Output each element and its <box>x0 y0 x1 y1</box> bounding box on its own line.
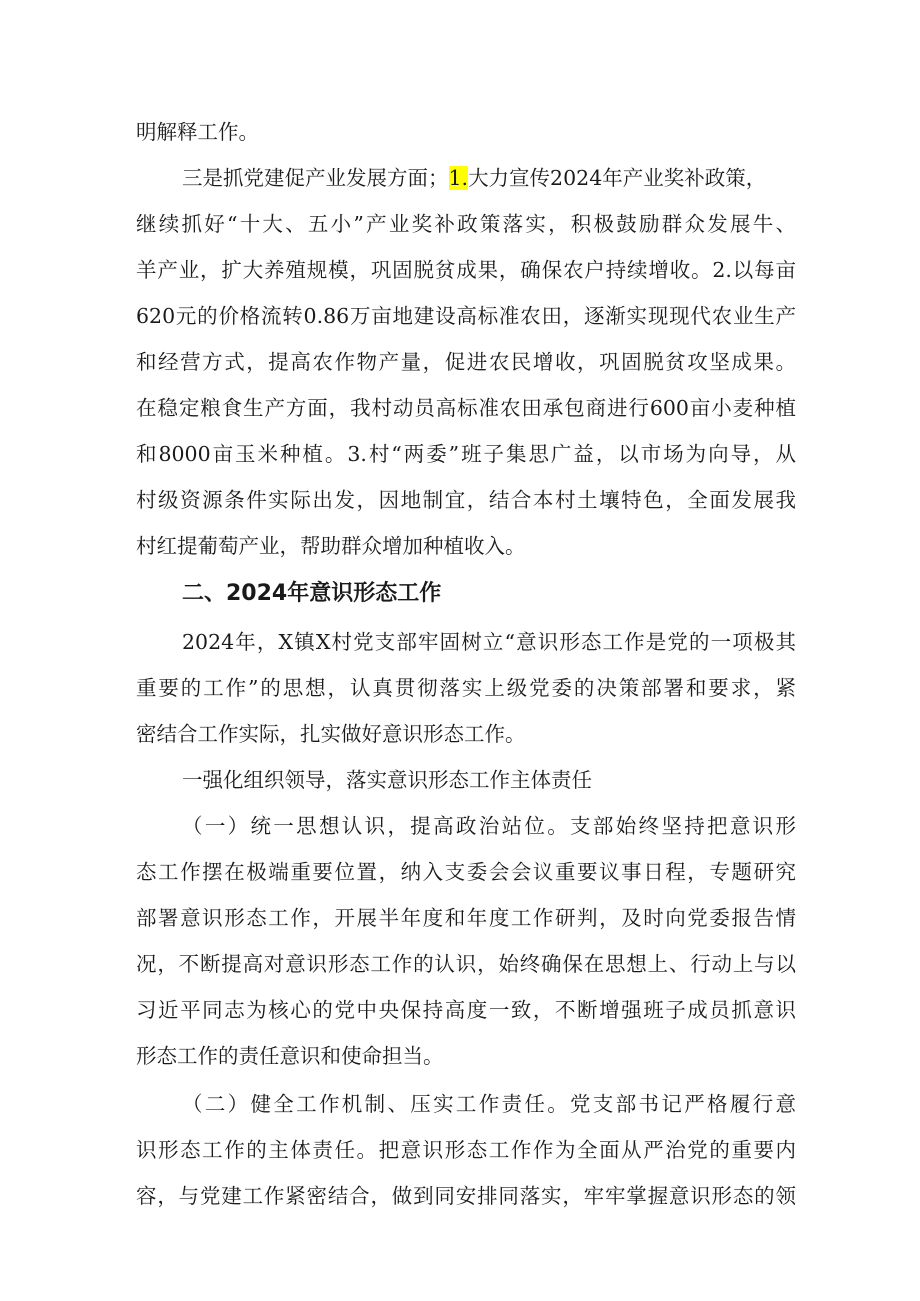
section-heading: 二、2024年意识形态工作 <box>182 581 442 606</box>
text-line: 继续抓好“十大、五小”产业奖补政策落实，积极鼓励群众发展牛、 <box>136 212 796 236</box>
text-line: 羊产业，扩大养殖规模，巩固脱贫成果，确保农户持续增收。2.以每亩 <box>136 258 796 282</box>
highlighted-text: 1. <box>448 166 469 190</box>
text-line: 村级资源条件实际出发，因地制宜，结合本村土壤特色，全面发展我 <box>136 488 796 512</box>
text-line: 容，与党建工作紧密结合，做到同安排同落实，牢牢掌握意识形态的领 <box>136 1184 796 1208</box>
text-line: 密结合工作实际，扎实做好意识形态工作。 <box>136 722 526 746</box>
text-line: （二）健全工作机制、压实工作责任。党支部书记严格履行意 <box>182 1092 796 1116</box>
text-line: 识形态工作的主体责任。把意识形态工作作为全面从严治党的重要内 <box>136 1138 796 1162</box>
sub-heading: 一强化组织领导，落实意识形态工作主体责任 <box>182 768 592 792</box>
text-line: 和经营方式，提高农作物产量，促进农民增收，巩固脱贫攻坚成果。 <box>136 350 796 374</box>
text-line <box>182 162 796 194</box>
text-line: 2024年，X镇X村党支部牢固树立“意识形态工作是党的一项极其 <box>182 630 796 654</box>
text-line: 部署意识形态工作，开展半年度和年度工作研判，及时向党委报告情 <box>136 906 796 930</box>
text-line: 况，不断提高对意识形态工作的认识，始终确保在思想上、行动上与以 <box>136 952 796 976</box>
text-line: 态工作摆在极端重要位置，纳入支委会会议重要议事日程，专题研究 <box>136 860 796 884</box>
text-span: 大力宣传2024年产业奖补政策， <box>468 166 767 190</box>
text-line: 形态工作的责任意识和使命担当。 <box>136 1044 444 1068</box>
text-line: 620元的价格流转0.86万亩地建设高标准农田，逐渐实现现代农业生产 <box>136 304 796 328</box>
text-line: 明解释工作。 <box>136 120 259 144</box>
text-line: 习近平同志为核心的党中央保持高度一致，不断增强班子成员抓意识 <box>136 998 796 1022</box>
text-span: 三是抓党建促产业发展方面； <box>182 166 449 190</box>
text-line: 和8000亩玉米种植。3.村“两委”班子集思广益，以市场为向导，从 <box>136 442 796 466</box>
text-line: （一）统一思想认识，提高政治站位。支部始终坚持把意识形 <box>182 814 796 838</box>
text-line: 村红提葡萄产业，帮助群众增加种植收入。 <box>136 534 526 558</box>
text-line: 重要的工作”的思想，认真贯彻落实上级党委的决策部署和要求，紧 <box>136 676 796 700</box>
text-line: 在稳定粮食生产方面，我村动员高标准农田承包商进行600亩小麦种植 <box>136 396 796 420</box>
